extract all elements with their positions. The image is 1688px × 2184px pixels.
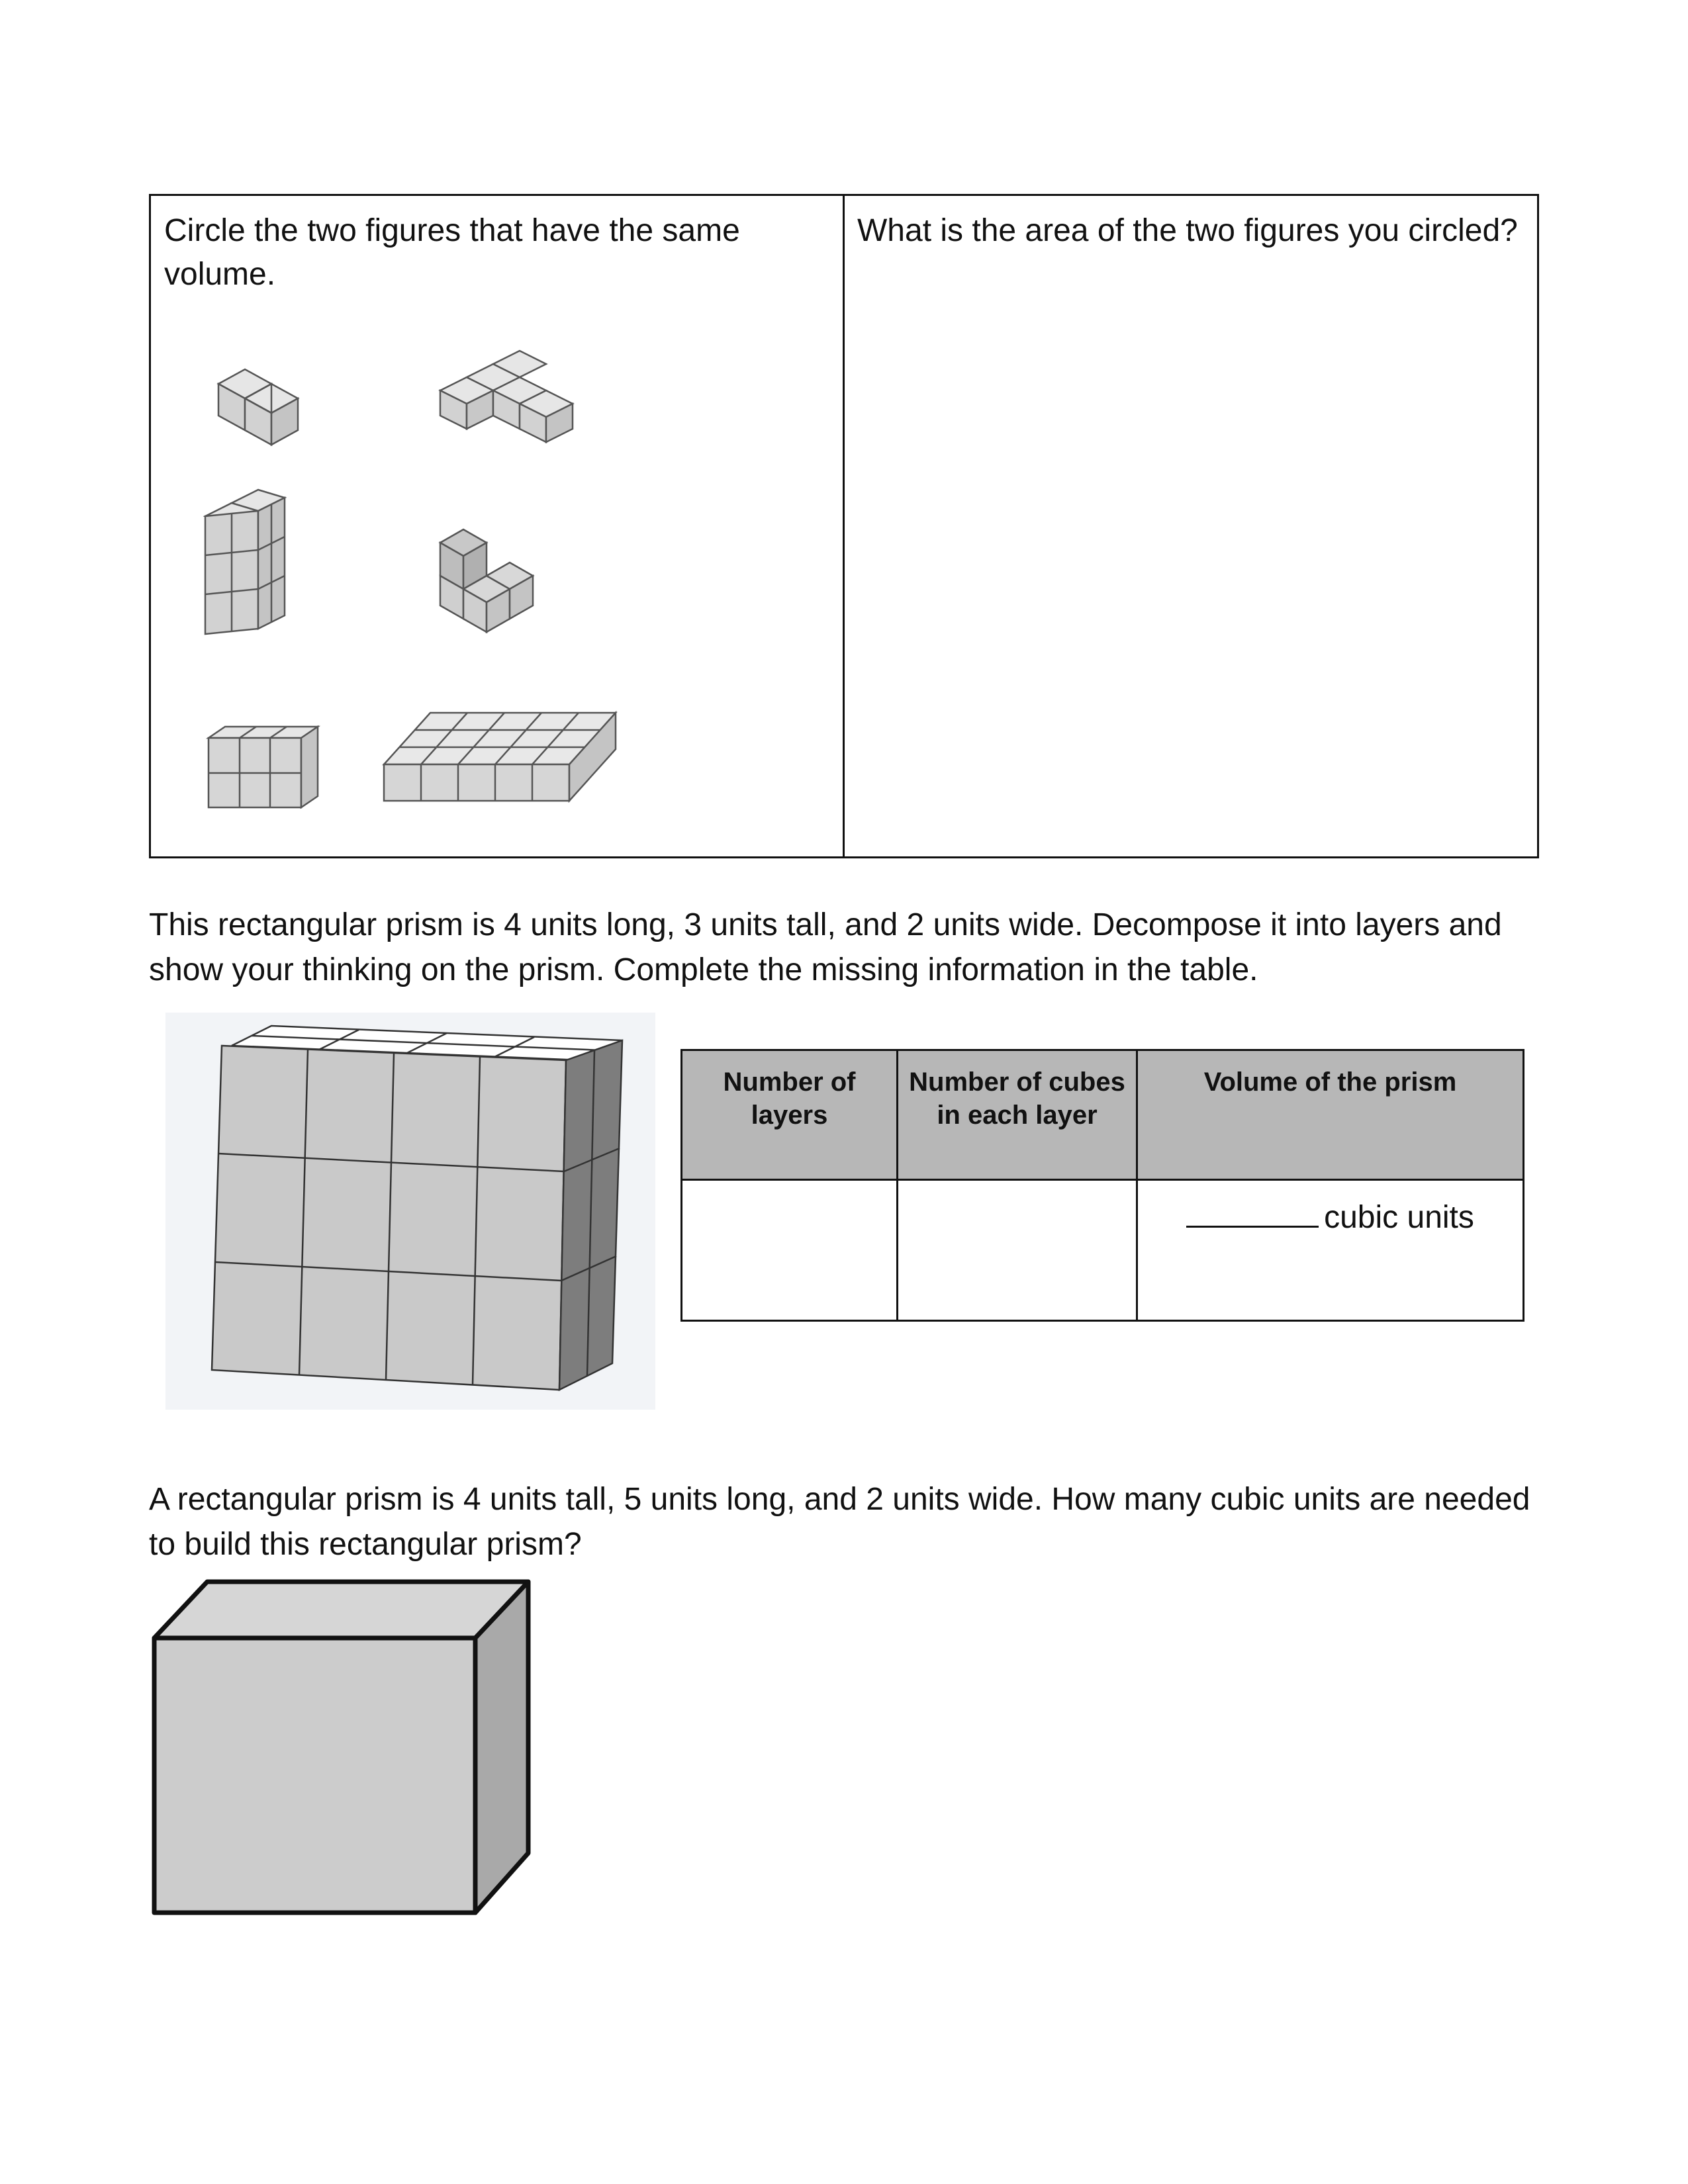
answer-number-of-layers[interactable] <box>682 1180 898 1321</box>
figure-t-shape[interactable] <box>434 351 579 463</box>
figure-flat-slab[interactable] <box>381 705 626 804</box>
question-box-divider <box>843 194 845 858</box>
prism-solid-figure[interactable] <box>151 1578 535 1923</box>
header-cubes-per-layer: Number of cubes in each layer <box>898 1050 1137 1180</box>
question1-prompt: Circle the two figures that have the same volume. <box>164 213 740 292</box>
volume-unit-label: cubic units <box>1324 1200 1474 1235</box>
question2-prompt: What is the area of the two figures you circled? <box>857 213 1518 248</box>
figure-small-block[interactable] <box>205 721 324 814</box>
figure-l-stack[interactable] <box>434 516 553 642</box>
header-volume: Volume of the prism <box>1137 1050 1524 1180</box>
prism-4x3x2-figure[interactable] <box>165 1013 655 1410</box>
question4-prompt: A rectangular prism is 4 units tall, 5 units long, and 2 units wide. How many cubic units are needed to build this rectangular prism? <box>149 1482 1530 1562</box>
figure-two-cubes[interactable] <box>212 364 324 463</box>
answer-cubes-per-layer[interactable] <box>898 1180 1137 1321</box>
question3-prompt: This rectangular prism is 4 units long, 3 units tall, and 2 units wide. Decompose it into layers and show your thinking on the prism. Complete the missing information in the table. <box>149 907 1502 987</box>
volume-answer-blank[interactable] <box>1186 1199 1319 1228</box>
layers-table <box>680 1049 1524 1322</box>
answer-volume[interactable] <box>1137 1180 1524 1321</box>
header-number-of-layers: Number of layers <box>682 1050 898 1180</box>
figure-tall-stack[interactable] <box>199 490 311 642</box>
